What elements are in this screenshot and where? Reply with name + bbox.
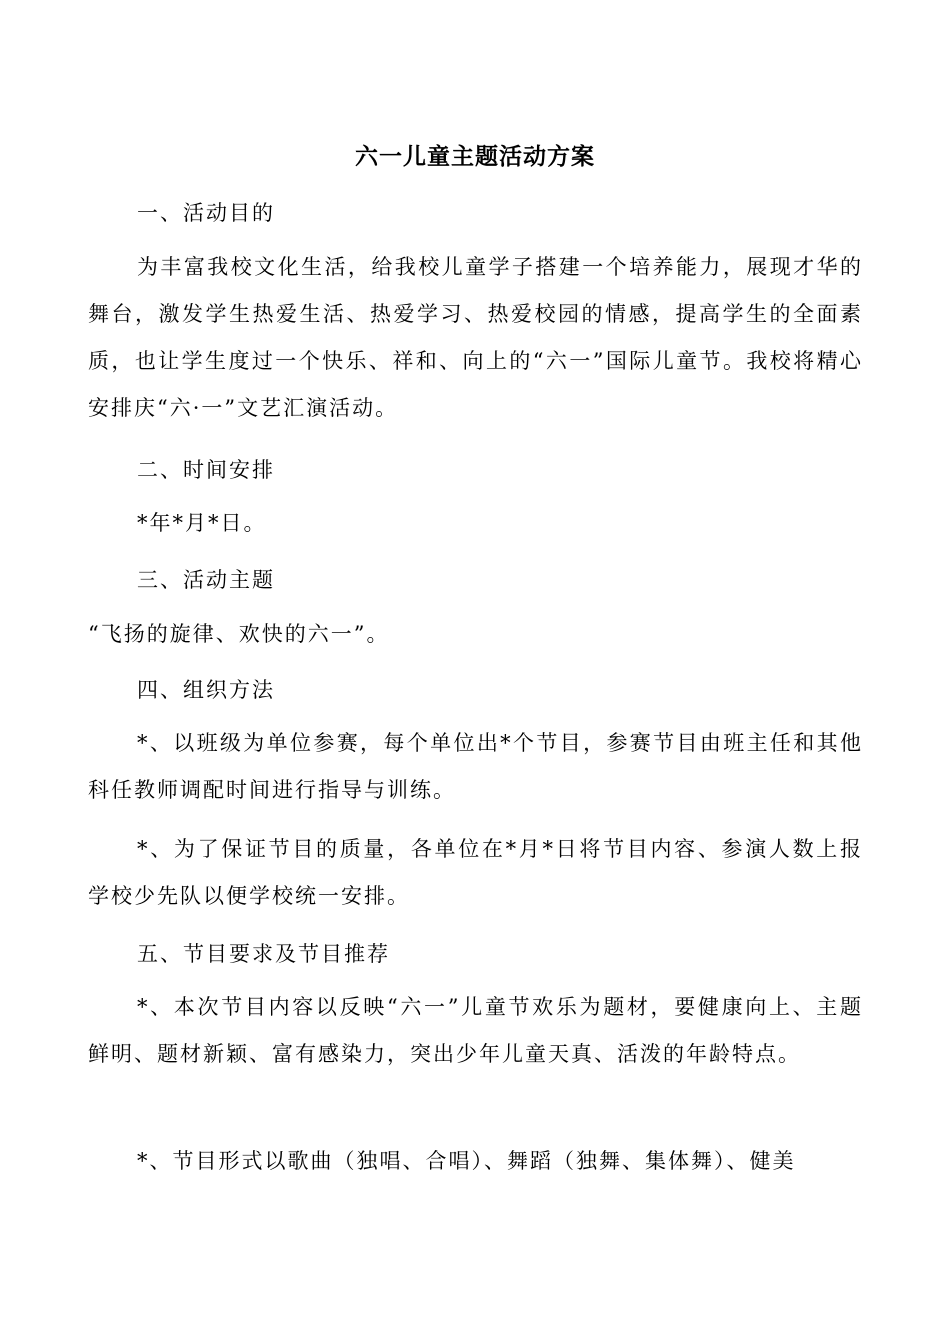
section-heading-schedule: 二、时间安排 xyxy=(137,458,275,482)
section-heading-theme: 三、活动主题 xyxy=(137,568,275,592)
section-heading-purpose: 一、活动目的 xyxy=(137,201,275,225)
paragraph-organization-2: *、为了保证节目的质量，各单位在*月*日将节目内容、参演人数上报学校少先队以便学校统一安排。 xyxy=(88,837,863,908)
paragraph-organization-1: *、以班级为单位参赛，每个单位出*个节目，参赛节目由班主任和其他科任教师调配时间进行指导与训练。 xyxy=(88,731,863,802)
paragraph-requirements-1: *、本次节目内容以反映“六一”儿童节欢乐为题材，要健康向上、主题鲜明、题材新颖、富有感染力，突出少年儿童天真、活泼的年龄特点。 xyxy=(88,995,863,1066)
paragraph-schedule: *年*月*日。 xyxy=(137,511,267,535)
section-heading-requirements: 五、节目要求及节目推荐 xyxy=(137,942,390,966)
document-title: 六一儿童主题活动方案 xyxy=(355,143,595,170)
section-heading-organization: 四、组织方法 xyxy=(137,678,275,702)
paragraph-theme: “飞扬的旋律、欢快的六一”。 xyxy=(88,622,390,646)
paragraph-requirements-2: *、节目形式以歌曲（独唱、合唱）、舞蹈（独舞、集体舞）、健美 xyxy=(137,1149,796,1173)
paragraph-purpose: 为丰富我校文化生活，给我校儿童学子搭建一个培养能力，展现才华的舞台，激发学生热爱生活、热爱学习、热爱校园的情感，提高学生的全面素质，也让学生度过一个快乐、祥和、向上的“六一”国际儿童节。我校将精心安排庆“六·一”文艺汇演活动。 xyxy=(88,255,863,420)
